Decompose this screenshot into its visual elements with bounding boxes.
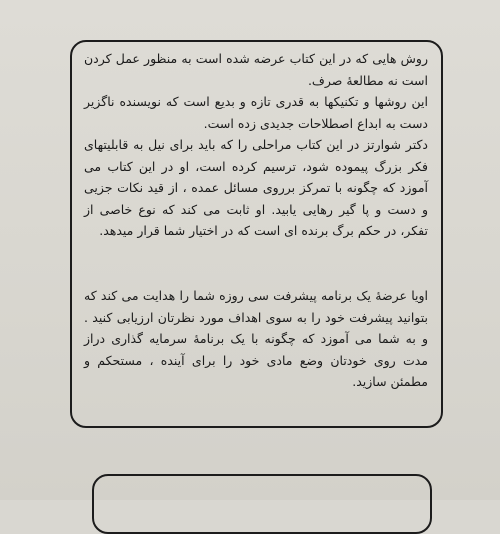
- paragraph-4: اویا عرضهٔ یک برنامه پیشرفت سی روزه شما را هدایت می کند که بتوانید پیشرفت خود را به سوی اهداف مورد نظرتان ارزیابی کنید . و به شما می آموزد که چگونه با یک برنامهٔ سرمایه گذاری دراز مدت روی خودتان وضع مادی خود را برای آینده ، مستحکم و مطمئن سازید.: [84, 288, 428, 389]
- paragraph-2: این روشها و تکنیکها به قدری تازه و بدیع است که نویسنده ناگزیر دست به ابداع اصطلاحات جدیدی زده است.: [84, 94, 428, 131]
- paragraph-1: روش هایی که در این کتاب عرضه شده است به منظور عمل کردن است نه مطالعهٔ صرف.: [84, 51, 428, 88]
- paragraph-3: دکتر شوارتز در این کتاب مراحلی را که باید برای نیل به قابلیتهای فکر بزرگ پیموده شود، ترسیم کرده است، او در این کتاب می آموزد که چگونه با تمرکز برروی مسائل عمده ، از قید نکات جزیی و دست و پا گیر رهایی یابید. او ثابت می کند که نوع خاصی از تفکر، در حکم برگ برنده ای است که در اختیار شما قرار میدهد.: [84, 137, 428, 238]
- lower-frame: [92, 474, 432, 534]
